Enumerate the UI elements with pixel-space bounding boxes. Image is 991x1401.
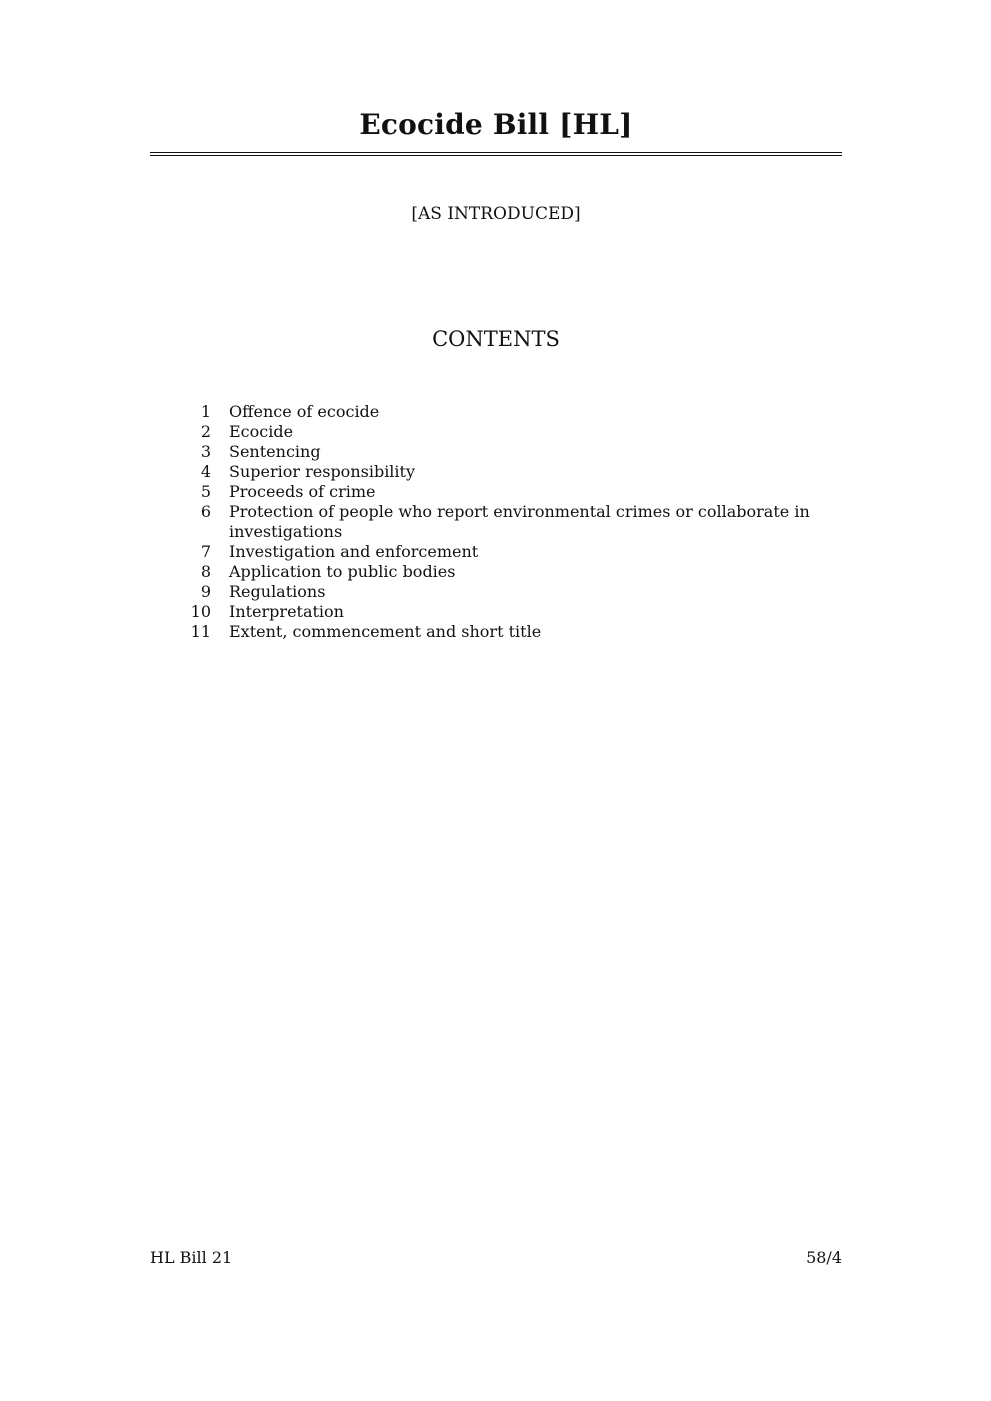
contents-item [175,602,835,622]
title-rule-top [150,152,842,153]
contents-item-text: Ecocide [229,422,294,441]
contents-item-number: 1 [200,402,211,421]
contents-item-number: 6 [200,502,211,521]
contents-item [175,402,835,422]
contents-item-text: Interpretation [229,602,344,621]
contents-item-number: 8 [200,562,211,581]
contents-item-text: Proceeds of crime [229,482,376,501]
contents-item-number: 3 [200,442,211,461]
contents-item [175,562,835,582]
contents-item-number: 2 [200,422,211,441]
contents-item-text: Protection of people who report environmental crimes or collaborate in investigations [229,502,810,541]
contents-item [175,502,835,542]
contents-item-number: 5 [200,482,211,501]
contents-item-text: Application to public bodies [229,562,456,581]
contents-item-number: 7 [200,542,211,561]
contents-item-text: Sentencing [229,442,321,461]
bill-title: Ecocide Bill [HL] [359,108,633,141]
contents-item-number: 11 [190,622,211,641]
contents-item-number: 10 [190,602,211,621]
contents-item [175,582,835,602]
contents-item [175,442,835,462]
print-reference: 58/4 [806,1248,842,1267]
contents-item [175,422,835,442]
title-rule-bottom [150,155,842,156]
contents-item-text: Investigation and enforcement [229,542,479,561]
contents-item [175,622,835,642]
bill-status: [AS INTRODUCED] [411,204,581,224]
contents-item-text: Extent, commencement and short title [229,622,542,641]
contents-item-text: Regulations [229,582,326,601]
contents-list [175,402,835,642]
contents-item [175,482,835,502]
bill-number: HL Bill 21 [150,1248,233,1267]
contents-item-text: Superior responsibility [229,462,416,481]
contents-heading: CONTENTS [432,327,560,351]
contents-item [175,542,835,562]
contents-item-number: 4 [200,462,211,481]
contents-item [175,462,835,482]
contents-item-number: 9 [200,582,211,601]
contents-item-text: Offence of ecocide [229,402,380,421]
